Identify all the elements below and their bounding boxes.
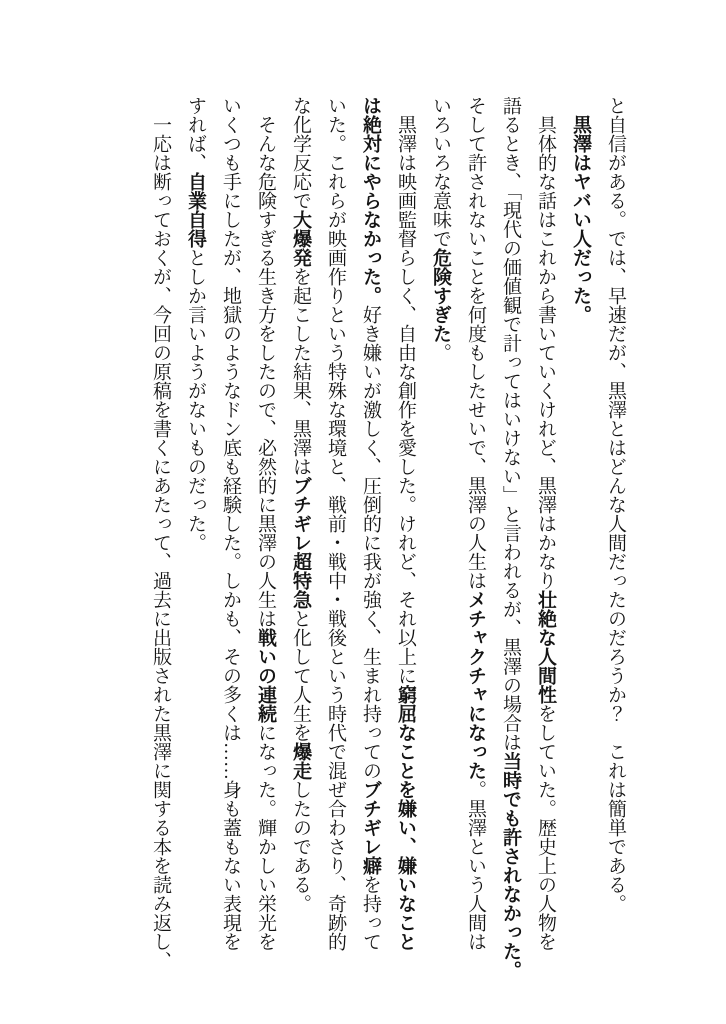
emphasis-text: 自業自得 [185,172,206,248]
vertical-text-block [141,96,633,1010]
text-segment: を起こした結果、黒澤は [290,267,311,476]
text-segment: をしていた。歴史上の人物を [535,704,556,951]
text-segment: な化学反応で [290,96,311,210]
text-line [178,96,213,1010]
text-segment: 好き嫌いが激しく、圧倒的に我が強く、生まれ持っての [360,305,381,780]
text-line [353,96,388,1010]
emphasis-text: メチャクチャになった [465,590,486,780]
text-segment: したのである。 [290,780,311,913]
emphasis-text: 戦いの連続 [255,628,276,723]
text-segment: いた。これらが映画作りという特殊な環境と、戦前・戦中・戦後という時代で混ぜ合わさり、奇跡的 [325,96,346,951]
text-segment: としか言いようがないものだった。 [185,248,206,552]
emphasis-text: ブチギレ超特急 [290,476,311,609]
emphasis-text: 大爆発 [290,210,311,267]
text-segment: と自信がある。では、早速だが、黒澤とはどんな人間だったのだろうか？ これは簡単である。 [605,96,626,913]
text-line [318,96,353,1010]
emphasis-text: は絶対にやらなかった。 [360,96,381,305]
text-segment: になった。輝かしい栄光を [255,723,276,951]
text-segment: 語るとき、「現代の価値観で計ってはいけない」と言われるが、黒澤の場合は [500,96,521,752]
text-line [283,96,318,1010]
text-line [143,96,178,1010]
emphasis-text: 窮屈なことを嫌い、嫌いなこと [395,685,416,951]
text-segment: いくつも手にしたが、地獄のようなドン底も経験した。しかも、その多くは……身も蓋もない表現を [220,96,241,951]
text-line [458,96,493,1010]
text-line [423,96,458,1010]
text-line [598,96,633,1010]
text-segment: を持って [360,875,381,951]
text-segment: と化して人生を [290,609,311,742]
text-segment: 。黒澤という人間は [465,780,486,951]
text-segment: そして許されないことを何度もしたせいで、黒澤の人生は [465,96,486,590]
text-line [493,96,528,1010]
text-segment: 一応は断っておくが、今回の原稿を書くにあたって、過去に出版された黒澤に関する本を読み返し、 [150,115,171,970]
emphasis-text: 危険すぎた [430,248,451,343]
text-line [248,96,283,1010]
emphasis-text: ブチギレ癖 [360,780,381,875]
emphasis-text: 当時でも許されなかった。 [500,751,521,980]
text-line [563,96,598,1010]
text-segment: いろいろな意味で [430,96,451,248]
text-line [388,96,423,1010]
text-segment: そんな危険すぎる生き方をしたので、必然的に黒澤の人生は [255,115,276,628]
emphasis-text: 爆走 [290,742,311,780]
text-segment: 具体的な話はこれから書いていくけれど、黒澤はかなり [535,115,556,590]
text-line [213,96,248,1010]
emphasis-text: 壮絶な人間性 [535,590,556,704]
text-line [528,96,563,1010]
text-segment: 。 [430,343,451,362]
text-segment: 黒澤は映画監督らしく、自由な創作を愛した。けれど、それ以上に [395,115,416,685]
emphasis-text: 黒澤はヤバい人だった。 [570,115,591,324]
text-segment: すれば、 [185,96,206,172]
